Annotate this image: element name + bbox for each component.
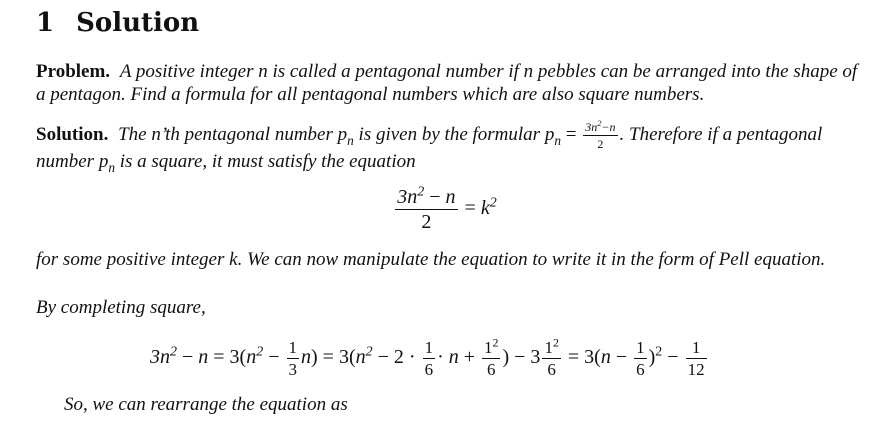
equation-pentagonal-square: $\frac{3n^2 - n}{2}$ = $k^2$ bbox=[397, 184, 497, 233]
problem-paragraph bbox=[36, 60, 864, 106]
solution-paragraph bbox=[36, 121, 864, 173]
solution-text-after-2: is a square, it must satisfy the equation bbox=[119, 151, 416, 172]
problem-text: A positive integer n is called a pentagonal number if n pebbles can be arranged into the shape of a pentagon. Find a formula for all pentagonal numbers which are also square numbers. bbox=[36, 61, 858, 105]
section-number: 1 bbox=[36, 8, 55, 38]
equation-completing-square: $3n^2 - n = 3(n^2$ − $\frac{1}{3}$ $n) = 3(n^2 - 2$ · $\frac{1}{6}$ · n + $\frac{1^2}{6}$ ) − 3 $\frac{1^2}{6}$ = 3(n − $\frac{1}{6}$ )$^2$ − $\frac{1}{12}$ bbox=[150, 335, 705, 379]
pn-symbol: $p_n$ bbox=[337, 123, 354, 148]
pn-definition: $p_n$ = $\frac{3n^2-n}{2}$ bbox=[544, 119, 616, 151]
pn-fraction: $\frac{3n^2-n}{2}$ bbox=[585, 119, 616, 151]
rearrange-line bbox=[64, 393, 890, 416]
solution-text-after-1: . Therefore if a pentagonal number bbox=[36, 123, 823, 172]
after-equation-text: for some positive integer k. We can now manipulate the equation to write it in the form of Pell equation. bbox=[36, 249, 826, 270]
pn-symbol-2: $p_n$ bbox=[98, 151, 115, 175]
solution-text-before: The n’th pentagonal number bbox=[118, 123, 333, 145]
completing-square-line bbox=[36, 296, 864, 319]
problem-lead: Problem. bbox=[36, 61, 111, 82]
completing-square-text: By completing square, bbox=[36, 297, 206, 318]
solution-lead: Solution. bbox=[36, 123, 109, 145]
solution-text-mid: is given by the formular bbox=[358, 123, 541, 145]
section-heading bbox=[36, 8, 199, 38]
section-title: Solution bbox=[76, 8, 200, 38]
rearrange-text: So, we can rearrange the equation as bbox=[64, 394, 348, 415]
after-equation-paragraph bbox=[36, 248, 864, 271]
